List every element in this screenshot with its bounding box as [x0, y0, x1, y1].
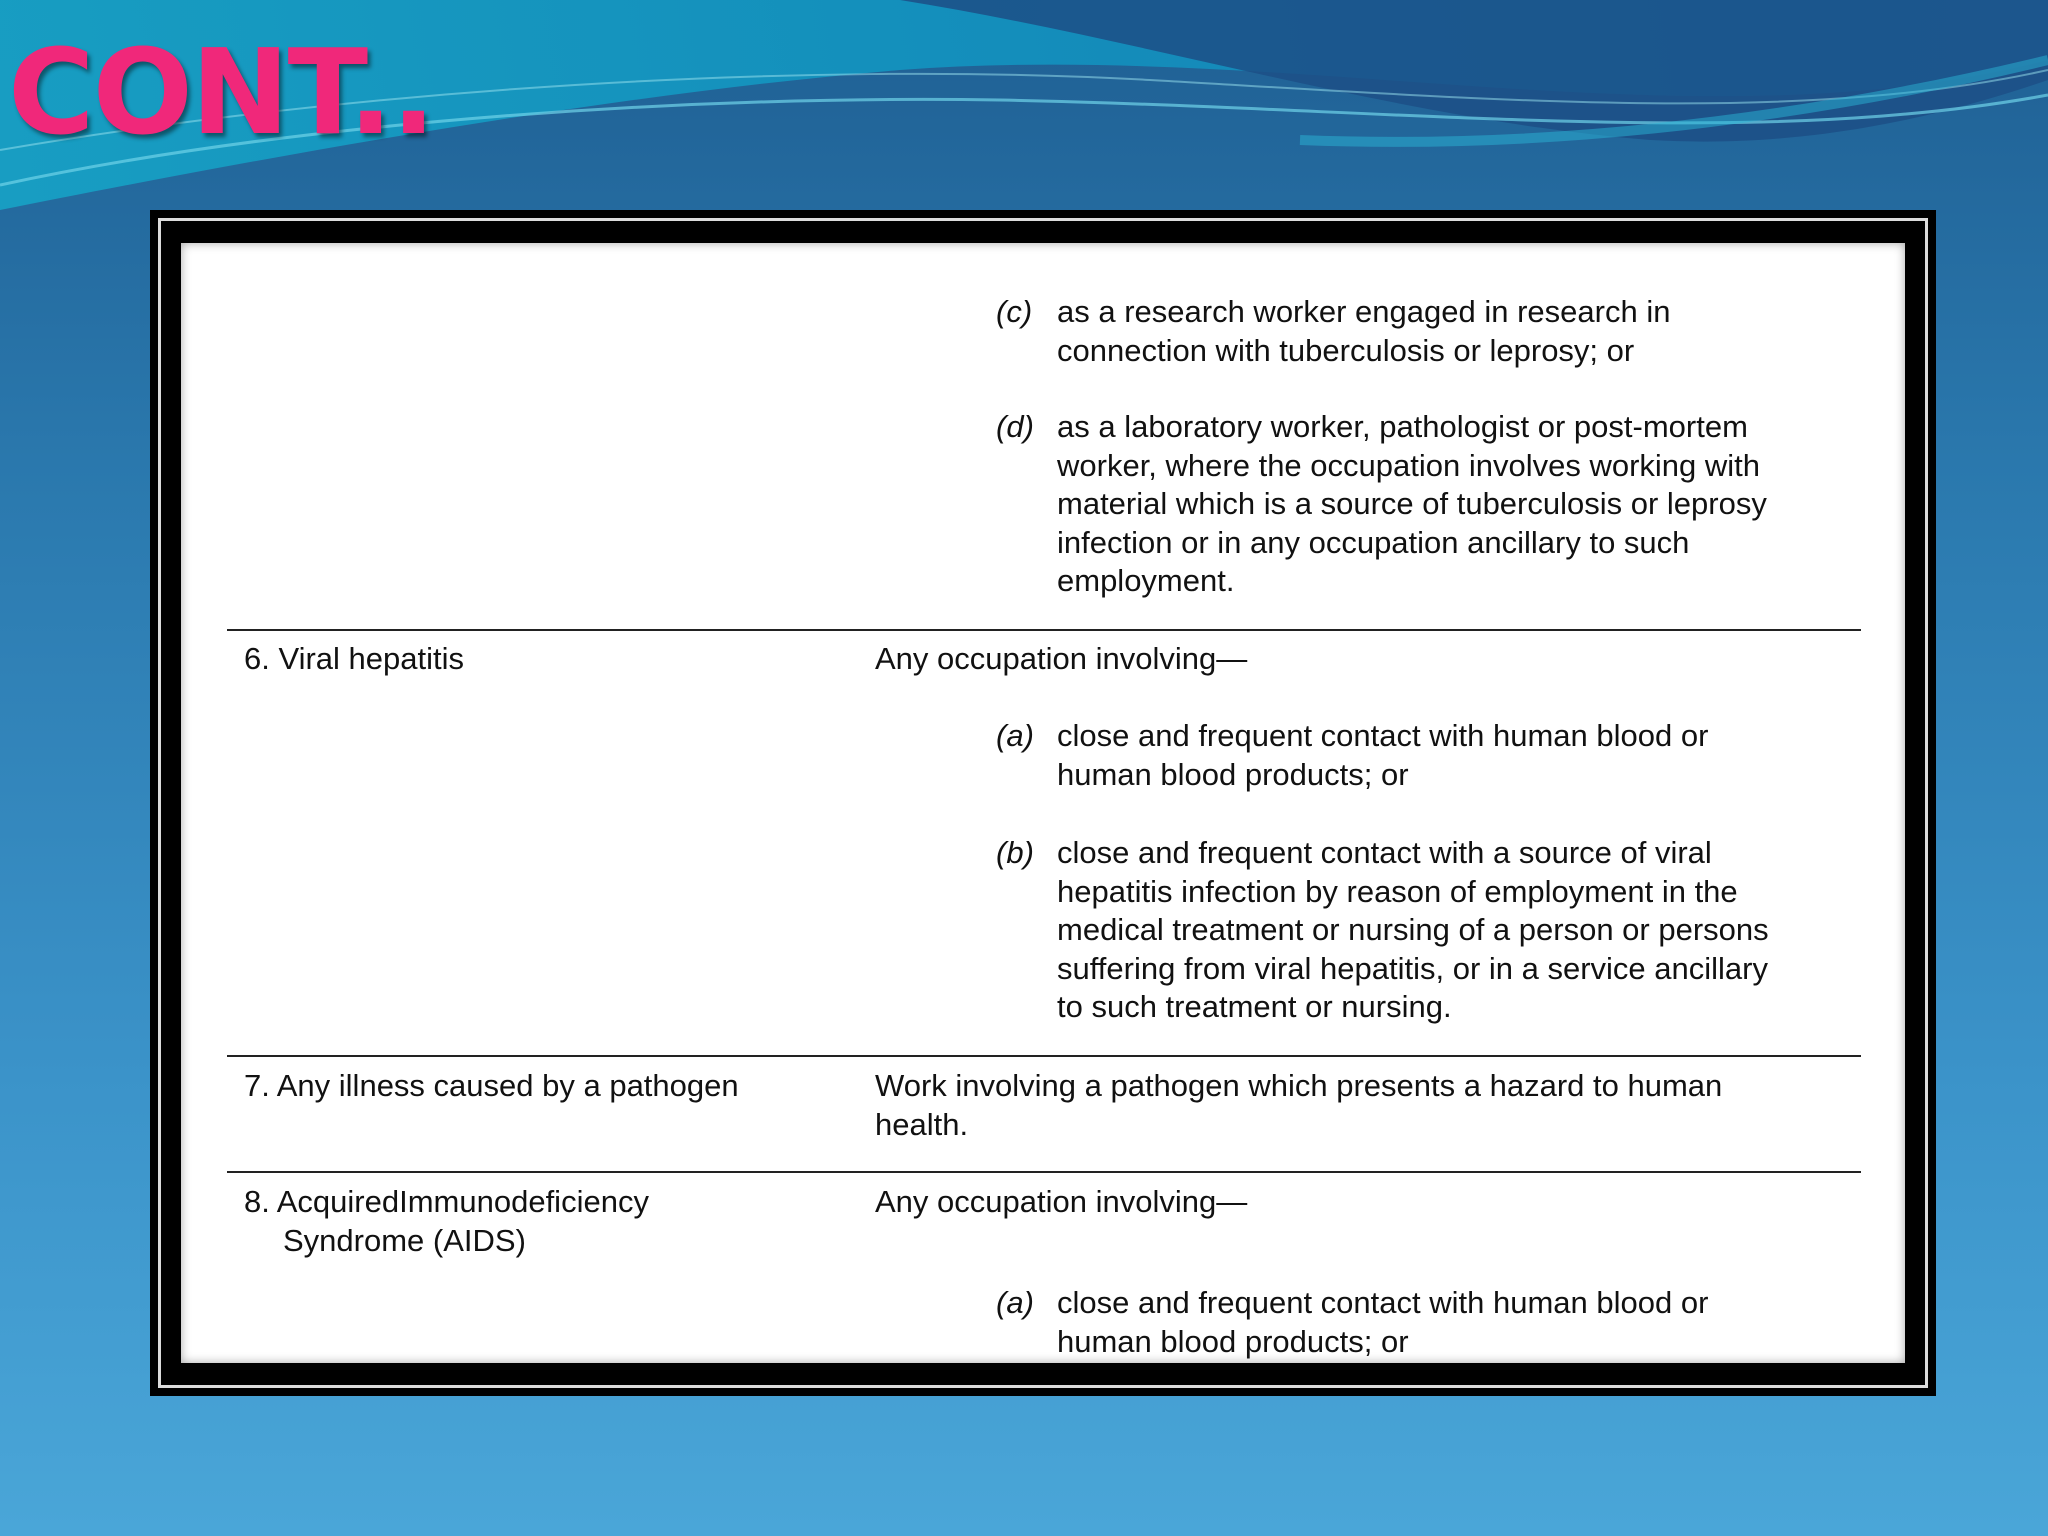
item-b-line: medical treatment or nursing of a person or persons	[1057, 912, 1769, 947]
item-a-line: close and frequent contact with human blood or	[1057, 718, 1709, 753]
occupation-text: health.	[875, 1106, 969, 1142]
disease-aids: Syndrome (AIDS)	[283, 1222, 526, 1258]
item-b-line: hepatitis infection by reason of employment in the	[1057, 873, 1738, 909]
occupation-text: Any occupation involving—	[875, 641, 1248, 676]
document-page	[181, 243, 1905, 1363]
document-frame-border	[158, 218, 1928, 1388]
item-label-d: (d)	[996, 409, 1034, 444]
document-frame	[150, 210, 1936, 1396]
item-b-line: close and frequent contact with a source of viral	[1057, 835, 1712, 870]
item-label-c: (c)	[996, 294, 1033, 329]
disease-viral-hepatitis: 6. Viral hepatitis	[244, 641, 464, 676]
item-a-line: human blood products; or	[1057, 1323, 1409, 1359]
item-b-line: suffering from viral hepatitis, or in a service ancillary	[1057, 950, 1768, 986]
item-d-line: employment.	[1057, 563, 1235, 598]
occupation-text: Work involving a pathogen which presents a hazard to human	[875, 1068, 1723, 1103]
item-c-line: connection with tuberculosis or leprosy; or	[1057, 332, 1635, 368]
table-rule	[227, 1055, 1861, 1057]
item-b-line: to such treatment or nursing.	[1057, 989, 1452, 1024]
item-c-line: as a research worker engaged in research in	[1057, 294, 1671, 329]
table-rule	[227, 629, 1861, 631]
item-d-line: infection or in any occupation ancillary to such	[1057, 524, 1690, 560]
item-d-line: worker, where the occupation involves working with	[1057, 447, 1761, 483]
item-a-line: human blood products; or	[1057, 756, 1409, 792]
slide-title: CONT..	[8, 23, 434, 161]
item-label-b: (b)	[996, 835, 1034, 870]
disease-pathogen-illness: 7. Any illness caused by a pathogen	[244, 1068, 739, 1103]
item-label-a: (a)	[996, 1285, 1034, 1320]
item-label-a: (a)	[996, 718, 1034, 753]
item-a-line: close and frequent contact with human blood or	[1057, 1285, 1709, 1320]
item-d-line: as a laboratory worker, pathologist or post-mortem	[1057, 409, 1748, 444]
item-d-line: material which is a source of tuberculosis or leprosy	[1057, 486, 1767, 521]
disease-aids: 8. AcquiredImmunodeficiency	[244, 1184, 649, 1219]
table-rule	[227, 1171, 1861, 1173]
occupation-text: Any occupation involving—	[875, 1184, 1248, 1219]
